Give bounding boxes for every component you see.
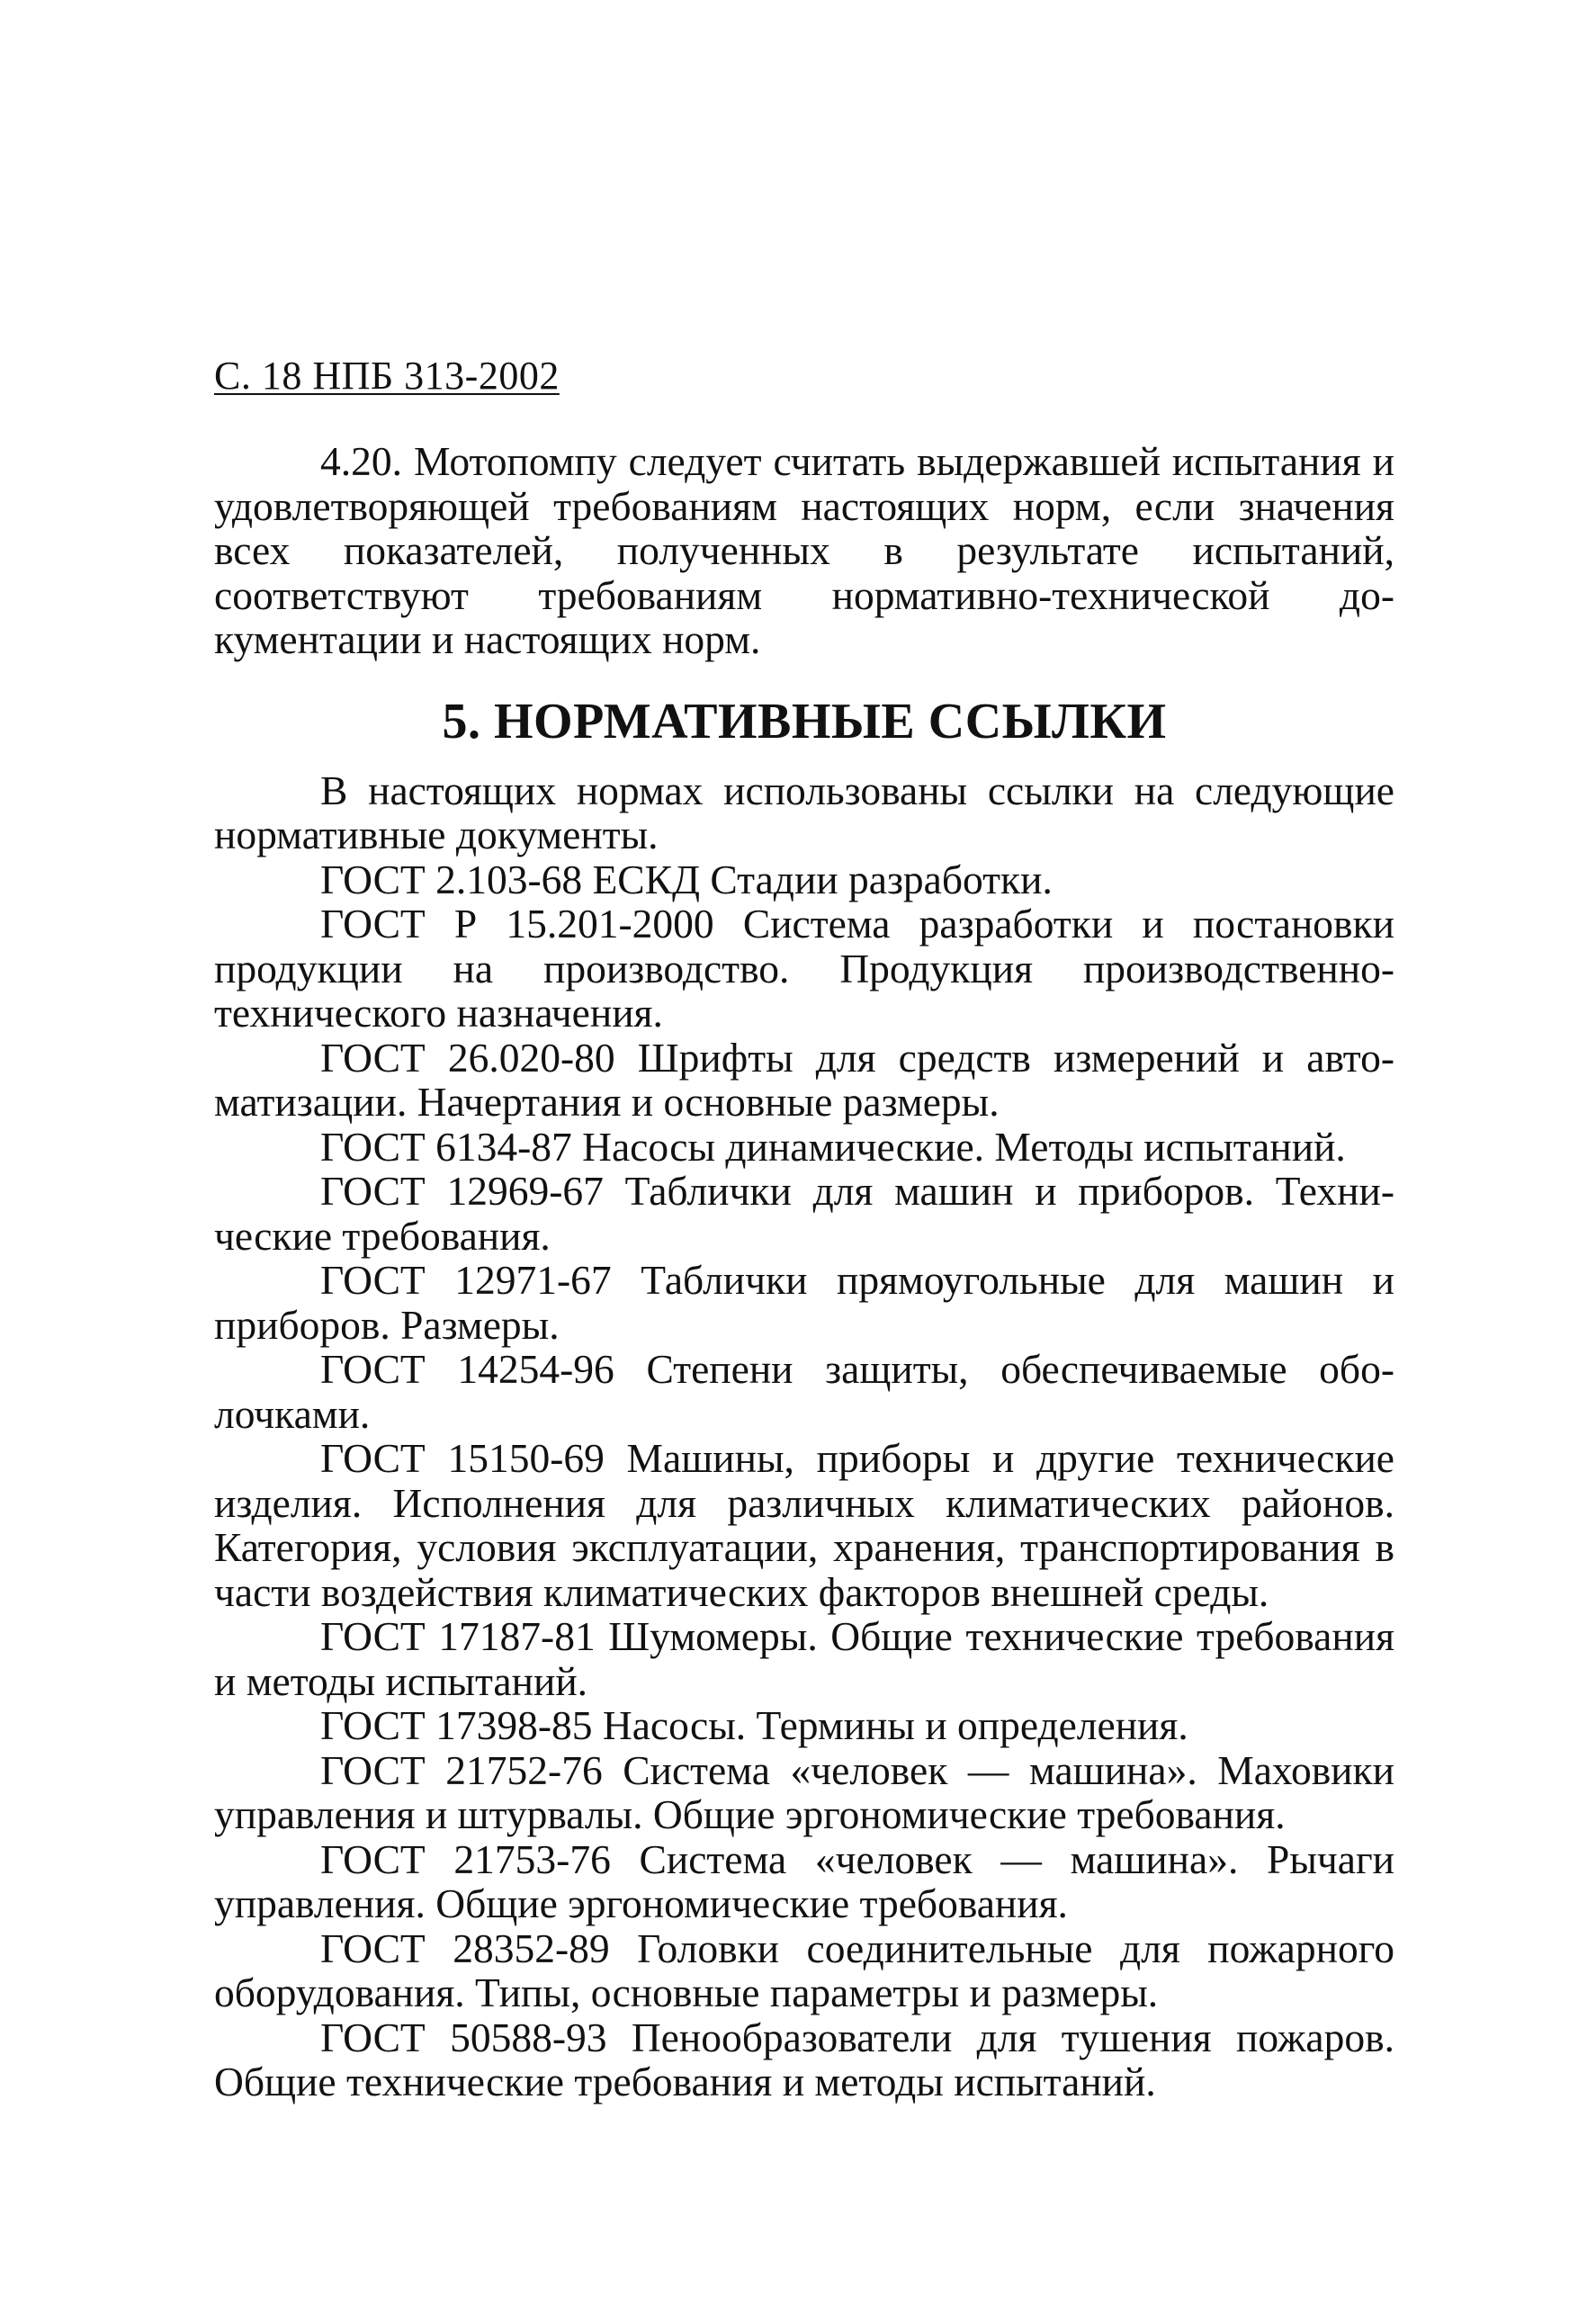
reference-item: ГОСТ 26.020-80 Шрифты для средств измерений и автоматизации. Начертания и основные размеры. (214, 1034, 1394, 1125)
reference-item: ГОСТ 12969-67 Таблички для машин и приборов. Технические требования. (214, 1168, 1394, 1259)
section-intro: В настоящих нормах использованы ссылки на следующие нормативные документы. (214, 767, 1394, 857)
reference-item: ГОСТ 21753-76 Система «человек — машина». Рычаги управления. Общие эргономические требования. (214, 1835, 1394, 1926)
reference-item: ГОСТ 12971-67 Таблички прямоугольные для машин и приборов. Размеры. (214, 1257, 1394, 1348)
reference-item: ГОСТ 17187-81 Шумомеры. Общие технические требования и методы испытаний. (214, 1613, 1394, 1704)
reference-item: ГОСТ 15150-69 Машины, приборы и другие технические изделия. Исполнения для различных климатических районов. Категория, условия эксплуатации, хранения, транспортирования в части воздействия климатических факторов внешней среды. (214, 1435, 1394, 1615)
page-body (214, 439, 1394, 2104)
reference-item: ГОСТ 50588-93 Пенообразователи для тушения пожаров. Общие технические требования и методы испытаний. (214, 2014, 1394, 2104)
reference-item: ГОСТ 17398-85 Насосы. Термины и определения. (320, 1702, 1188, 1748)
references-list (214, 857, 1394, 2104)
clause-4-20: 4.20. Мотопомпу следует считать выдержавшей испытания и удовлетворяющей требованиям настоящих норм, если значения всех показателей, полученных в результате испытаний, соответствуют требованиям нормативно-технической документации и настоящих норм. (214, 438, 1394, 662)
reference-item: ГОСТ 28352-89 Головки соединительные для пожарного оборудования. Типы, основные параметры и размеры. (214, 1925, 1394, 2015)
reference-item: ГОСТ Р 15.201-2000 Система разработки и постановки продукции на производство. Продукция производственно-технического назначения. (214, 901, 1394, 1036)
reference-item: ГОСТ 6134-87 Насосы динамические. Методы испытаний. (320, 1123, 1346, 1170)
reference-item: ГОСТ 2.103-68 ЕСКД Стадии разработки. (320, 856, 1053, 902)
reference-item: ГОСТ 14254-96 Степени защиты, обеспечиваемые оболочками. (214, 1346, 1394, 1437)
reference-item: ГОСТ 21752-76 Система «человек — машина». Маховики управления и штурвалы. Общие эргономические требования. (214, 1746, 1394, 1837)
running-header: С. 18 НПБ 313-2002 (214, 354, 560, 398)
section-heading: 5. НОРМАТИВНЫЕ ССЫЛКИ (442, 693, 1167, 749)
